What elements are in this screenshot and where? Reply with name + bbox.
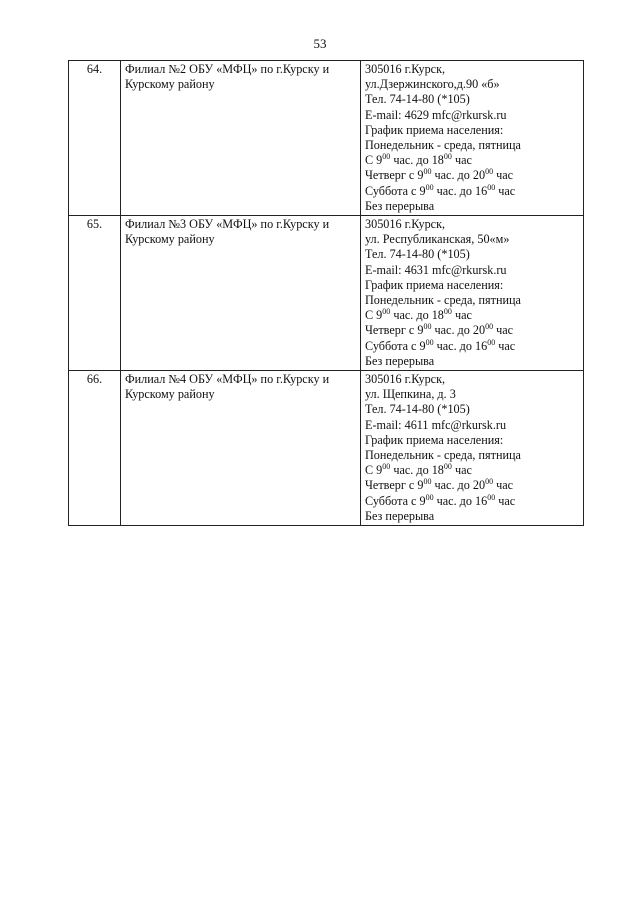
branch-name: Филиал №2 ОБУ «МФЦ» по г.Курску и Курскому району (121, 61, 361, 216)
schedule-title: График приема населения: (365, 277, 504, 292)
schedule-weekdays: Понедельник - среда, пятница (365, 293, 521, 308)
schedule-thursday: Четверг с $9^{00}$ час. до $20^{00}$ час (365, 322, 514, 338)
address-line-1: 305016 г.Курск, (365, 217, 446, 232)
schedule-title: График приема населения: (365, 122, 504, 137)
branch-info (361, 216, 584, 371)
branch-name: Филиал №4 ОБУ «МФЦ» по г.Курску и Курскому району (121, 371, 361, 526)
address-line-1: 305016 г.Курск, (365, 372, 446, 387)
schedule-title: График приема населения: (365, 432, 504, 447)
email: E-mail: 4629 mfc@rkursk.ru (365, 107, 507, 122)
branch-info (361, 371, 584, 526)
schedule-weekdays: Понедельник - среда, пятница (365, 448, 521, 463)
phone: Тел. 74-14-80 (*105) (365, 247, 470, 262)
schedule-no-break: Без перерыва (365, 198, 435, 213)
schedule-weekdays-hours: С $9^{00}$ час. до $18^{00}$ час (365, 152, 472, 168)
phone: Тел. 74-14-80 (*105) (365, 402, 470, 417)
page-number: 53 (313, 36, 327, 51)
address-line-1: 305016 г.Курск, (365, 62, 446, 76)
row-number: 64. (69, 61, 121, 216)
table-row (69, 61, 584, 216)
schedule-thursday: Четверг с $9^{00}$ час. до $20^{00}$ час (365, 477, 514, 493)
schedule-saturday: Суббота с $9^{00}$ час. до $16^{00}$ час (365, 492, 516, 508)
branches-table (68, 60, 584, 526)
schedule-saturday: Суббота с $9^{00}$ час. до $16^{00}$ час (365, 182, 516, 198)
table-row (69, 216, 584, 371)
schedule-weekdays: Понедельник - среда, пятница (365, 138, 521, 153)
row-number: 65. (69, 216, 121, 371)
email: E-mail: 4611 mfc@rkursk.ru (365, 417, 507, 432)
address-line-2: ул. Республиканская, 50«м» (365, 232, 510, 247)
address-line-2: ул. Щепкина, д. 3 (365, 387, 456, 402)
schedule-saturday: Суббота с $9^{00}$ час. до $16^{00}$ час (365, 337, 516, 353)
branch-name: Филиал №3 ОБУ «МФЦ» по г.Курску и Курскому району (121, 216, 361, 371)
row-number: 66. (69, 371, 121, 526)
email: E-mail: 4631 mfc@rkursk.ru (365, 262, 507, 277)
branch-info (361, 61, 584, 216)
phone: Тел. 74-14-80 (*105) (365, 92, 470, 107)
schedule-no-break: Без перерыва (365, 353, 435, 368)
table-row (69, 371, 584, 526)
schedule-thursday: Четверг с $9^{00}$ час. до $20^{00}$ час (365, 167, 514, 183)
address-line-2: ул.Дзержинского,д.90 «б» (365, 77, 500, 92)
schedule-weekdays-hours: С $9^{00}$ час. до $18^{00}$ час (365, 307, 472, 323)
schedule-no-break: Без перерыва (365, 508, 435, 523)
schedule-weekdays-hours: С $9^{00}$ час. до $18^{00}$ час (365, 462, 472, 478)
